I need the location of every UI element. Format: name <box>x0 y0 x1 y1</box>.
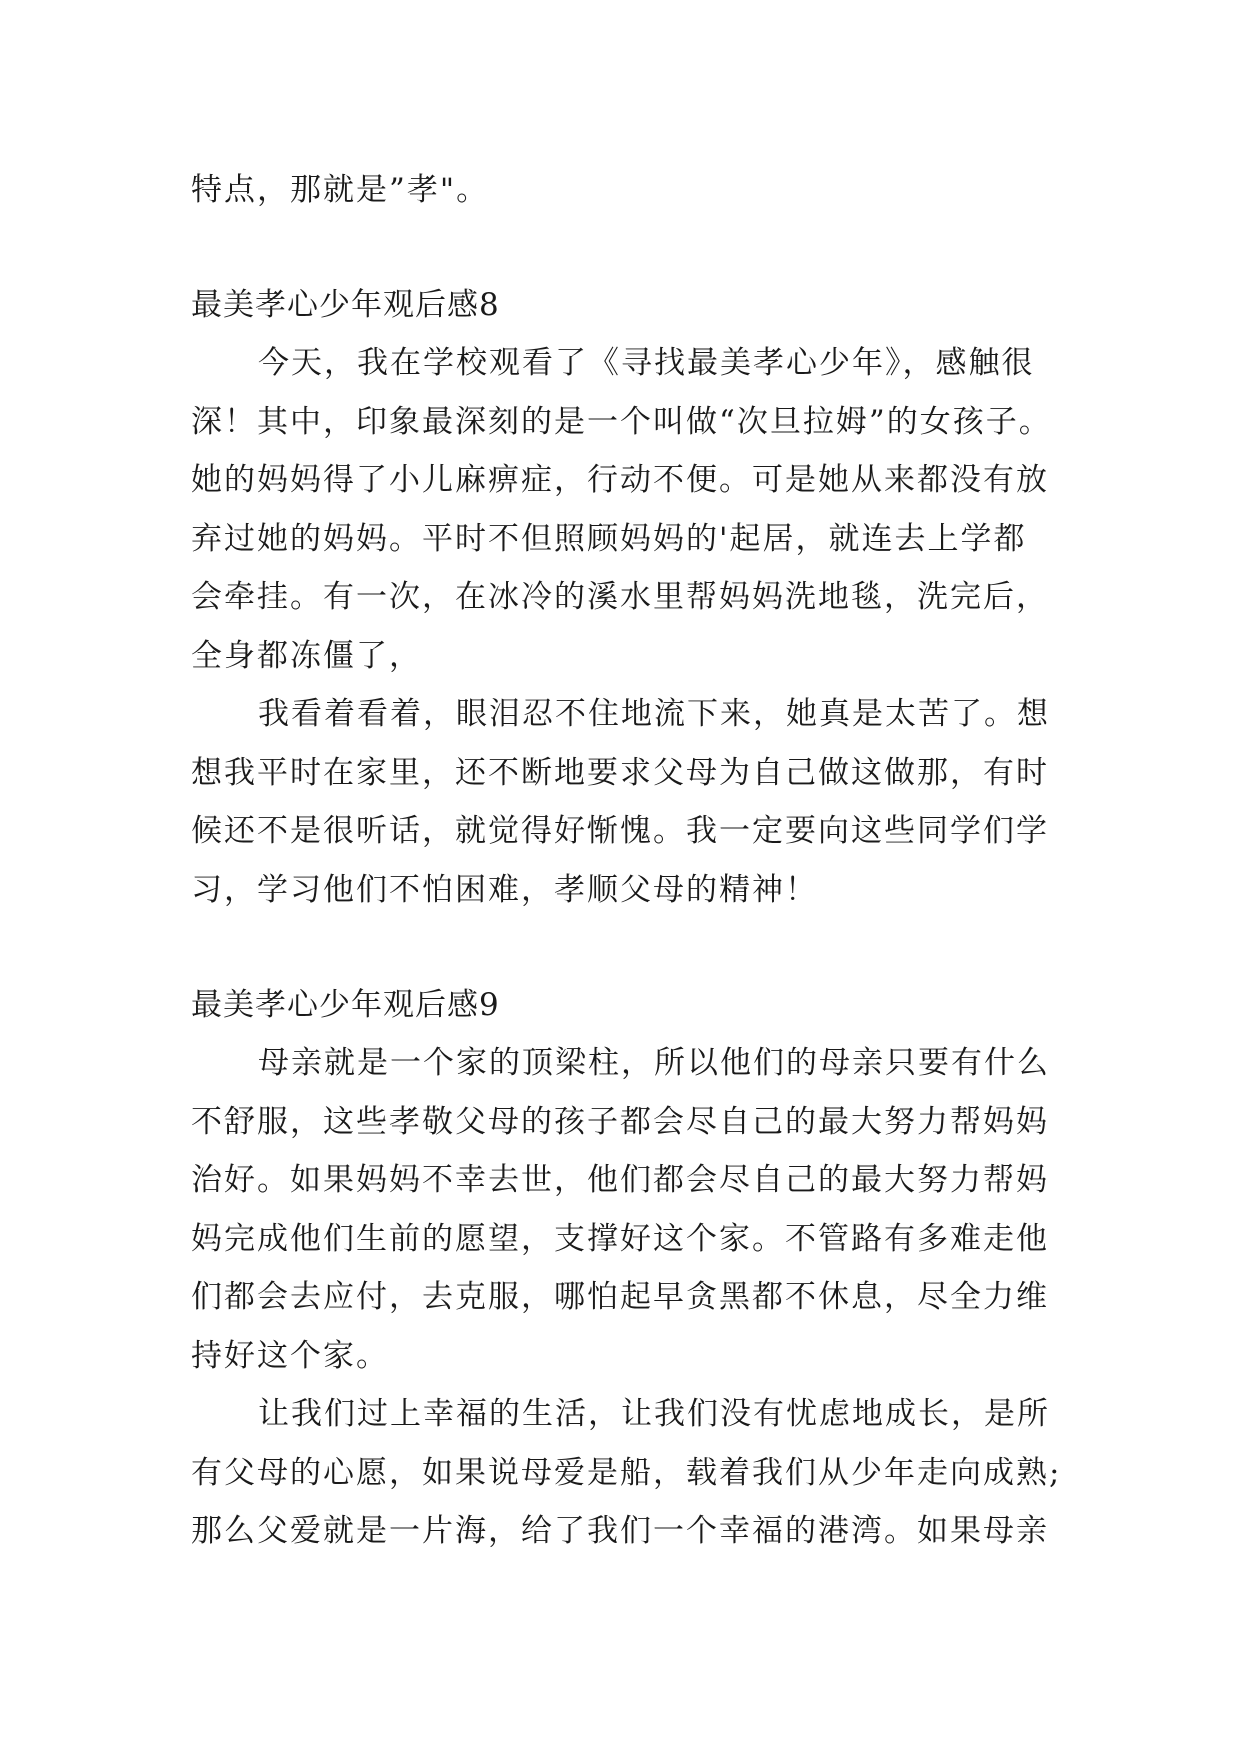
paragraph-line: 深！其中，印象最深刻的是一个叫做“次旦拉姆”的女孩子。 <box>191 404 1052 440</box>
paragraph-line: 让我们过上幸福的生活，让我们没有忧虑地成长，是所 <box>258 1396 1050 1432</box>
paragraph-line: 持好这个家。 <box>191 1338 389 1374</box>
paragraph-line: 妈完成他们生前的愿望，支撑好这个家。不管路有多难走他 <box>191 1221 1049 1257</box>
section-heading: 最美孝心少年观后感9 <box>191 987 500 1023</box>
paragraph-line: 全身都冻僵了， <box>191 638 422 674</box>
section-heading: 最美孝心少年观后感8 <box>191 287 500 323</box>
paragraph-line: 弃过她的妈妈。平时不但照顾妈妈的'起居，就连去上学都 <box>191 521 1027 557</box>
paragraph-line: 那么父爱就是一片海，给了我们一个幸福的港湾。如果母亲 <box>191 1513 1049 1549</box>
paragraph-line: 治好。如果妈妈不幸去世，他们都会尽自己的最大努力帮妈 <box>191 1162 1049 1198</box>
paragraph-line: 习，学习他们不怕困难，孝顺父母的精神！ <box>191 872 818 908</box>
paragraph-line: 会牵挂。有一次，在冰冷的溪水里帮妈妈洗地毯，洗完后， <box>191 579 1049 615</box>
paragraph-line: 有父母的心愿，如果说母爱是船，载着我们从少年走向成熟; <box>191 1455 1062 1491</box>
paragraph-line: 想我平时在家里，还不断地要求父母为自己做这做那，有时 <box>191 755 1049 791</box>
paragraph-line: 今天，我在学校观看了《寻找最美孝心少年》，感触很 <box>258 345 1035 381</box>
paragraph-line: 候还不是很听话，就觉得好惭愧。我一定要向这些同学们学 <box>191 813 1049 849</box>
paragraph-line: 们都会去应付，去克服，哪怕起早贪黑都不休息，尽全力维 <box>191 1279 1049 1315</box>
paragraph-line: 母亲就是一个家的顶梁柱，所以他们的母亲只要有什么 <box>258 1045 1050 1081</box>
paragraph-line: 她的妈妈得了小儿麻痹症，行动不便。可是她从来都没有放 <box>191 462 1049 498</box>
paragraph-line: 特点，那就是”孝"。 <box>191 172 490 208</box>
paragraph-line: 不舒服，这些孝敬父母的孩子都会尽自己的最大努力帮妈妈 <box>191 1104 1049 1140</box>
paragraph-line: 我看着看着，眼泪忍不住地流下来，她真是太苦了。想 <box>258 696 1050 732</box>
